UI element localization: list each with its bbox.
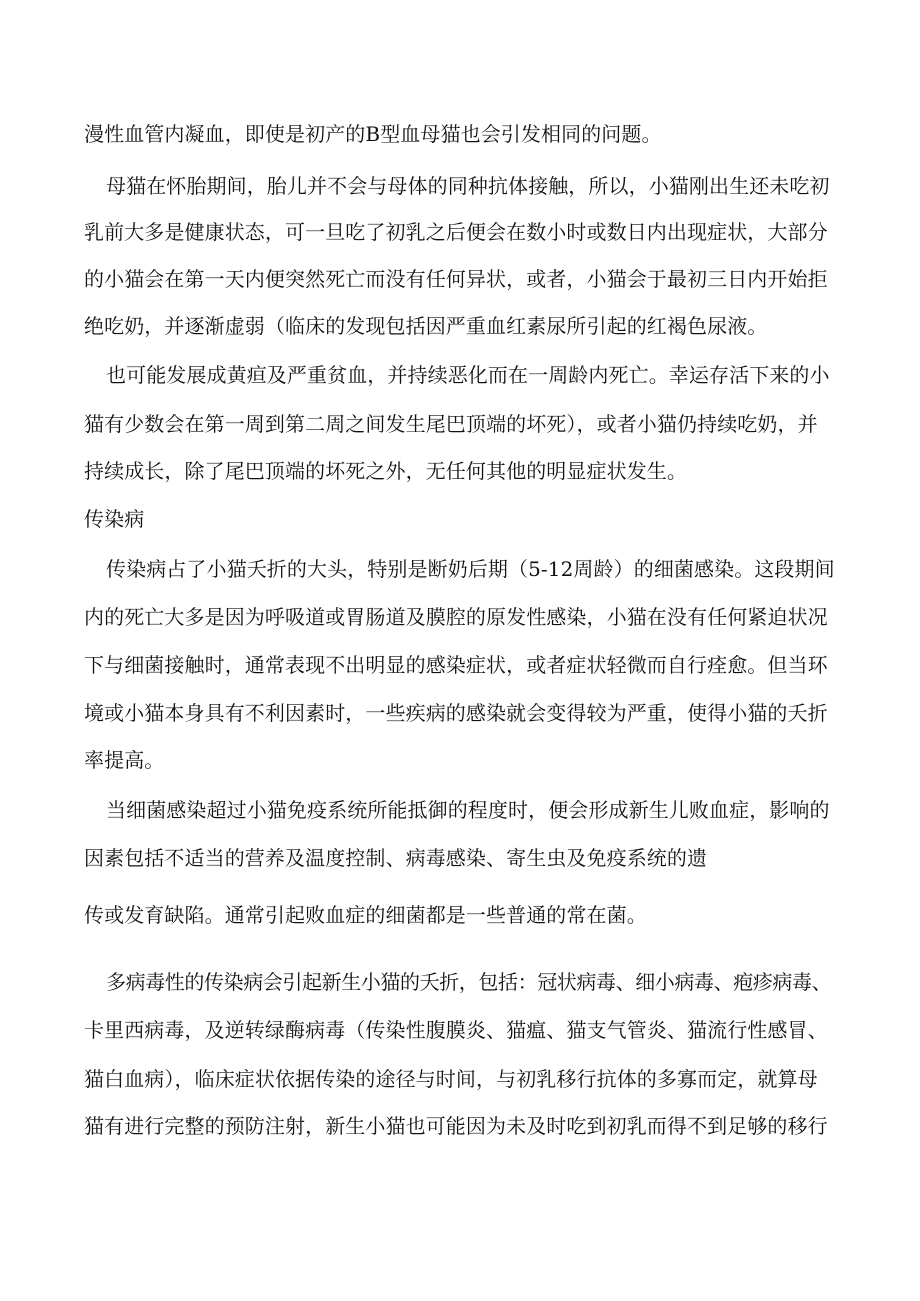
paragraph-line: 卡里西病毒，及逆转绿酶病毒（传染性腹膜炎、猫瘟、猫支气管炎、猫流行性感冒、 [84,1018,828,1042]
paragraph-line: 传或发育缺陷。通常引起败血症的细菌都是一些普通的常在菌。 [84,903,647,927]
paragraph-line: 漫性血管内凝血，即使是初产的B型血母猫也会引发相同的问题。 [84,122,662,146]
paragraph-line: 当细菌感染超过小猫免疫系统所能抵御的程度时，便会形成新生儿败血症，影响的 [106,798,830,822]
paragraph-line: 母猫在怀胎期间，胎儿并不会与母体的同种抗体接触，所以，小猫刚出生还未吃初 [106,174,830,198]
paragraph-line: 内的死亡大多是因为呼吸道或胃肠道及膜腔的原发性感染，小猫在没有任何紧迫状况 [84,605,828,629]
paragraph-line: 因素包括不适当的营养及温度控制、病毒感染、寄生虫及免疫系统的遗 [84,846,708,870]
paragraph-line: 持续成长，除了尾巴顶端的坏死之外，无任何其他的明显症状发生。 [84,459,687,483]
paragraph-line: 猫有进行完整的预防注射，新生小猫也可能因为未及时吃到初乳而得不到足够的移行 [84,1114,828,1138]
paragraph-line: 猫有少数会在第一周到第二周之间发生尾巴顶端的坏死），或者小猫仍持续吃奶，并 [84,412,818,436]
paragraph-line: 乳前大多是健康状态，可一旦吃了初乳之后便会在数小时或数日内出现症状，大部分 [84,220,828,244]
paragraph-line: 绝吃奶，并逐渐虚弱（临床的发现包括因严重血红素尿所引起的红褐色尿液。 [84,314,768,338]
paragraph-line: 也可能发展成黄疸及严重贫血，并持续恶化而在一周龄内死亡。幸运存活下来的小 [106,363,830,387]
section-heading: 传染病 [84,507,145,531]
paragraph-line: 下与细菌接触时，通常表现不出明显的感染症状，或者症状轻微而自行痊愈。但当环 [84,653,828,677]
paragraph-line: 的小猫会在第一天内便突然死亡而没有任何异状，或者，小猫会于最初三日内开始拒 [84,267,828,291]
paragraph-line: 猫白血病），临床症状依据传染的途径与时间，与初乳移行抗体的多寡而定，就算母 [84,1067,818,1091]
paragraph-line: 境或小猫本身具有不利因素时，一些疾病的感染就会变得较为严重，使得小猫的夭折 [84,701,828,725]
paragraph-line: 传染病占了小猫夭折的大头，特别是断奶后期（5-12周龄）的细菌感染。这段期间 [106,557,835,581]
paragraph-line: 多病毒性的传染病会引起新生小猫的夭折，包括：冠状病毒、细小病毒、疱疹病毒、 [106,970,832,994]
paragraph-line: 率提高。 [84,748,165,772]
